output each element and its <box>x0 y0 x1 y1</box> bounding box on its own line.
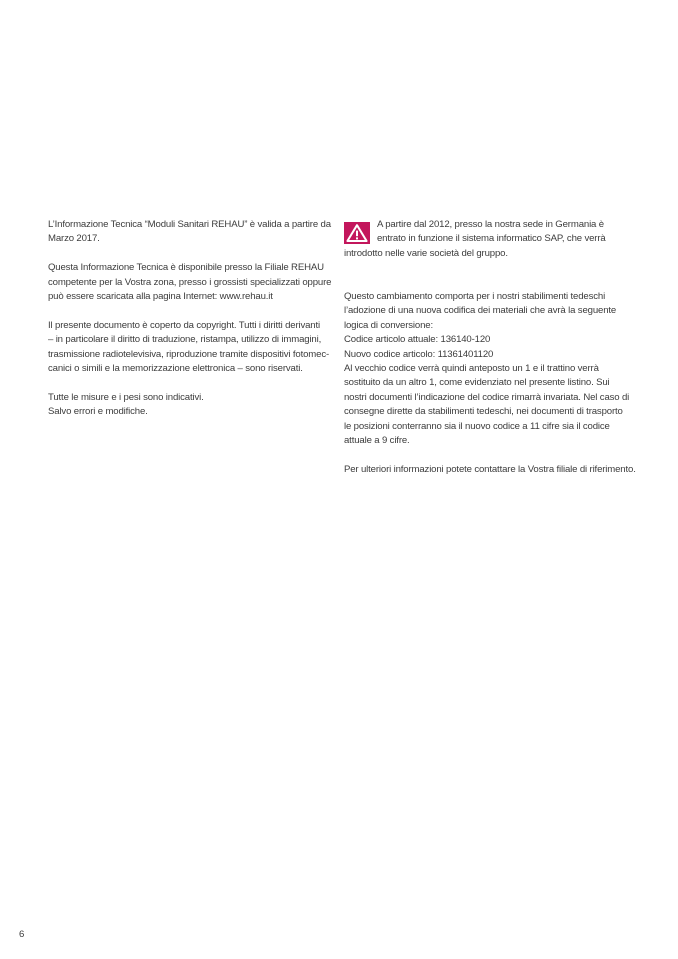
contact-paragraph <box>344 463 636 477</box>
text-line: nostri documenti l’indicazione del codice rimarrà invariata. Nel caso di <box>344 391 630 403</box>
copyright-paragraph <box>48 319 332 377</box>
text-line: A partire dal 2012, presso la nostra sede in Germania è <box>377 219 604 230</box>
text-line: sostituito da un altro 1, come evidenziato nel presente listino. Sui <box>344 377 610 389</box>
text-line: Tutte le misure e i pesi sono indicativi. <box>48 391 204 403</box>
sap-intro-paragraph <box>344 218 630 261</box>
text-line: introdotto nelle varie società del gruppo. <box>344 247 508 259</box>
disclaimer-paragraph <box>48 391 332 420</box>
text-line: entrato in funzione il sistema informatico SAP, che verrà <box>377 233 606 245</box>
page-number: 6 <box>19 929 25 940</box>
text-line: consegne dirette da stabilimenti tedeschi, nei documenti di trasporto <box>344 406 623 418</box>
text-line: logica di conversione: <box>344 319 433 331</box>
text-line: l’adozione di una nuova codifica dei materiali che avrà la seguente <box>344 305 617 317</box>
text-line: – in particolare il diritto di traduzione, ristampa, utilizzo di immagini, <box>48 334 322 346</box>
text-line: Al vecchio codice verrà quindi anteposto un 1 e il trattino verrà <box>344 363 599 375</box>
text-line: L’Informazione Tecnica “Moduli Sanitari REHAU” è valida a partire da <box>48 219 331 230</box>
availability-paragraph <box>48 261 332 304</box>
text-line: Marzo 2017. <box>48 233 100 245</box>
warning-triangle-icon <box>344 222 370 244</box>
text-line: Il presente documento è coperto da copyright. Tutti i diritti derivanti <box>48 319 320 331</box>
current-code-line: Codice articolo attuale: 136140-120 <box>344 334 491 346</box>
text-line: Questo cambiamento comporta per i nostri stabilimenti tedeschi <box>344 291 606 303</box>
text-line: le posizioni conterranno sia il nuovo codice a 11 cifre sia il codice <box>344 420 610 432</box>
right-column <box>344 218 636 492</box>
text-line: Questa Informazione Tecnica è disponibile presso la Filiale REHAU <box>48 262 324 274</box>
text-line: attuale a 9 cifre. <box>344 435 410 447</box>
text-line: trasmissione radiotelevisiva, riproduzione tramite dispositivi fotomec- <box>48 348 330 360</box>
text-line: può essere scaricata alla pagina Internet: www.rehau.it <box>48 291 273 303</box>
text-line: competente per la Vostra zona, presso i grossisti specializzati oppure <box>48 276 332 288</box>
text-line: canici o simili e la memorizzazione elettronica – sono riservati. <box>48 363 303 375</box>
left-column <box>48 218 332 434</box>
validity-paragraph <box>48 218 332 247</box>
text-line: Salvo errori e modifiche. <box>48 406 148 418</box>
new-code-line: Nuovo codice articolo: 11361401120 <box>344 348 494 360</box>
text-line: Per ulteriori informazioni potete contattare la Vostra filiale di riferimento. <box>344 463 636 475</box>
code-change-paragraph <box>344 290 630 448</box>
